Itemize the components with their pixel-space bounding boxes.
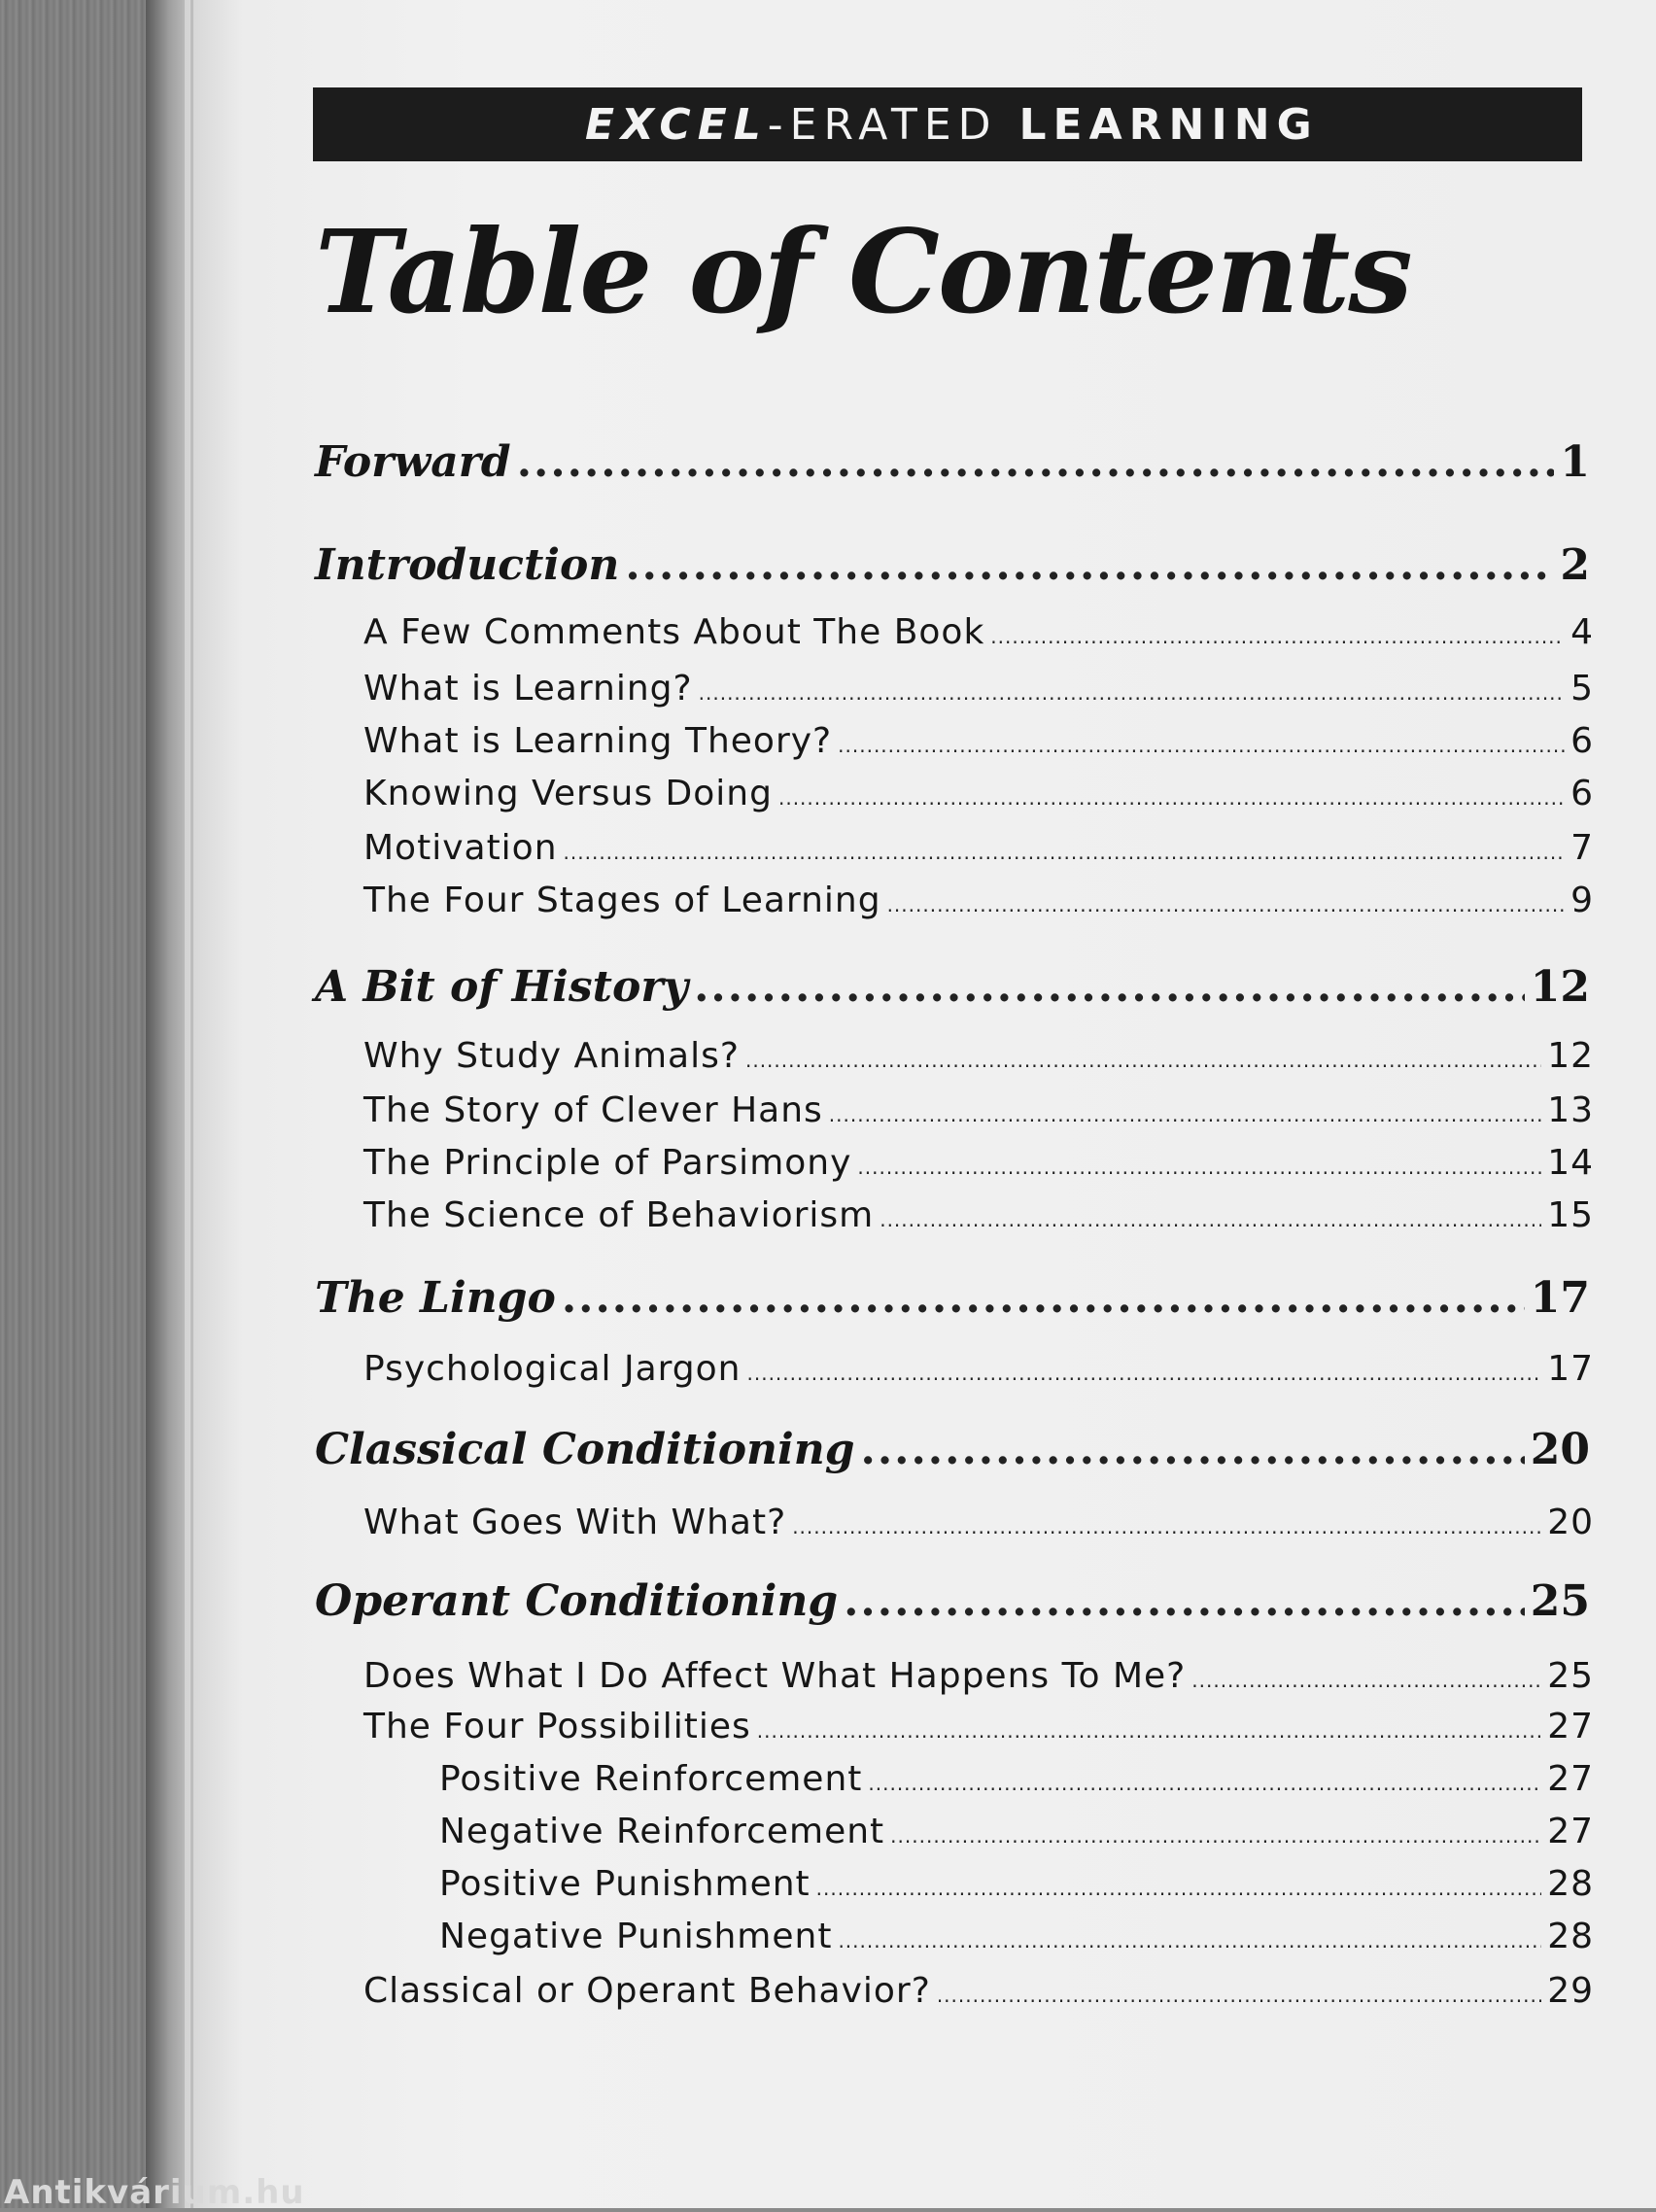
dot-leader <box>890 1824 1541 1848</box>
toc-subentry-label: The Principle of Parsimony <box>363 1143 852 1183</box>
dot-leader <box>778 786 1565 810</box>
toc-subentry <box>363 1036 1594 1076</box>
toc-subentry-page: 28 <box>1547 1917 1594 1956</box>
toc-subentry-label: Negative Punishment <box>439 1917 833 1956</box>
toc-subentry-page: 9 <box>1570 881 1594 920</box>
dot-leader <box>868 1772 1541 1795</box>
toc-subentry-page: 13 <box>1547 1090 1594 1130</box>
series-banner <box>313 87 1582 161</box>
toc-subentry-page: 4 <box>1570 612 1594 652</box>
dot-leader <box>564 841 1566 864</box>
banner-learning: LEARNING <box>1018 99 1319 150</box>
dot-leader <box>937 1984 1541 2007</box>
toc-subentry <box>363 669 1594 709</box>
toc-entry-label: Forward <box>315 437 511 487</box>
dot-leader <box>747 1362 1542 1385</box>
toc-subentry-label: The Science of Behaviorism <box>363 1195 875 1235</box>
dot-leader <box>792 1515 1541 1538</box>
toc-entry-page: 20 <box>1530 1425 1590 1474</box>
toc-subentry <box>363 1656 1594 1696</box>
toc-entry-lingo <box>315 1273 1590 1323</box>
toc-entry-label: Operant Conditioning <box>315 1576 839 1626</box>
toc-subentry-page: 27 <box>1547 1759 1594 1799</box>
toc-subsubentry <box>439 1812 1594 1851</box>
toc-subentry-page: 7 <box>1570 828 1594 868</box>
dot-leader <box>562 1273 1525 1323</box>
toc-subentry-label: The Four Stages of Learning <box>363 881 881 920</box>
toc-subentry <box>363 774 1594 813</box>
toc-entry-page: 1 <box>1560 437 1590 487</box>
toc-subentry-label: A Few Comments About The Book <box>363 612 985 652</box>
toc-subentry <box>363 881 1594 920</box>
toc-subentry <box>363 828 1594 868</box>
dot-leader <box>829 1103 1541 1126</box>
toc-subentry <box>363 1971 1594 2011</box>
page-title: Table of Contents <box>315 204 1411 339</box>
toc-subentry <box>363 1090 1594 1130</box>
toc-subentry-label: Why Study Animals? <box>363 1036 740 1076</box>
toc-entry-forward <box>315 437 1590 487</box>
toc-subentry-label: What is Learning? <box>363 669 693 709</box>
toc-subentry <box>363 721 1594 761</box>
toc-subentry-page: 5 <box>1570 669 1594 709</box>
toc-subentry-page: 28 <box>1547 1864 1594 1904</box>
toc-entry-introduction <box>315 540 1590 590</box>
toc-subentry-label: Motivation <box>363 828 558 868</box>
banner-excel: EXCEL <box>585 99 768 150</box>
toc-subentry-page: 15 <box>1547 1195 1594 1235</box>
dot-leader <box>745 1049 1541 1072</box>
toc-subsubentry <box>439 1917 1594 1956</box>
toc-subentry-label: Positive Punishment <box>439 1864 811 1904</box>
dot-leader <box>990 625 1565 648</box>
dot-leader <box>880 1208 1541 1231</box>
dot-leader <box>625 540 1554 590</box>
toc-subentry-label: Positive Reinforcement <box>439 1759 863 1799</box>
toc-subentry <box>363 612 1594 652</box>
toc-subentry-label: Psychological Jargon <box>363 1349 742 1389</box>
dot-leader <box>757 1719 1541 1743</box>
toc-subentry-page: 6 <box>1570 774 1594 813</box>
toc-entry-label: Classical Conditioning <box>315 1425 855 1474</box>
toc-subentry <box>363 1195 1594 1235</box>
page-edge <box>190 0 193 2208</box>
toc-entry-operant <box>315 1576 1590 1626</box>
toc-subentry <box>363 1707 1594 1746</box>
dot-leader <box>694 962 1525 1012</box>
toc-subentry-label: Knowing Versus Doing <box>363 774 773 813</box>
toc-entry-page: 17 <box>1530 1273 1590 1323</box>
toc-subentry-page: 27 <box>1547 1812 1594 1851</box>
toc-subsubentry <box>439 1759 1594 1799</box>
toc-subentry-page: 27 <box>1547 1707 1594 1746</box>
toc-subentry-page: 17 <box>1547 1349 1594 1389</box>
toc-subentry-page: 6 <box>1570 721 1594 761</box>
toc-subentry-label: What is Learning Theory? <box>363 721 833 761</box>
toc-subentry-label: What Goes With What? <box>363 1503 787 1542</box>
toc-subentry <box>363 1143 1594 1183</box>
toc-entry-label: The Lingo <box>315 1273 556 1323</box>
dot-leader <box>887 893 1566 916</box>
toc-subentry <box>363 1349 1594 1389</box>
toc-entry-label: A Bit of History <box>315 962 689 1012</box>
toc-entry-classical <box>315 1425 1590 1474</box>
toc-subentry-page: 14 <box>1547 1143 1594 1183</box>
toc-subentry-page: 12 <box>1547 1036 1594 1076</box>
toc-subentry-label: Classical or Operant Behavior? <box>363 1971 931 2011</box>
toc-entry-page: 12 <box>1530 962 1590 1012</box>
toc-entry-history <box>315 962 1590 1012</box>
toc-subentry-label: The Story of Clever Hans <box>363 1090 823 1130</box>
dot-leader <box>838 734 1565 757</box>
toc-entry-page: 2 <box>1560 540 1590 590</box>
dot-leader <box>699 681 1565 705</box>
toc-subsubentry <box>439 1864 1594 1904</box>
toc-entry-label: Introduction <box>315 540 620 590</box>
dot-leader <box>838 1929 1541 1953</box>
dot-leader <box>517 437 1555 487</box>
toc-subentry-label: Negative Reinforcement <box>439 1812 885 1851</box>
dot-leader <box>1191 1669 1541 1692</box>
toc-subentry <box>363 1503 1594 1542</box>
watermark-text: Antikvárium.hu <box>4 2173 305 2212</box>
toc-subentry-label: Does What I Do Affect What Happens To Me? <box>363 1656 1187 1696</box>
toc-entry-page: 25 <box>1530 1576 1590 1626</box>
toc-subentry-label: The Four Possibilities <box>363 1707 751 1746</box>
dot-leader <box>816 1877 1542 1900</box>
toc-subentry-page: 29 <box>1547 1971 1594 2011</box>
dot-leader <box>861 1425 1525 1474</box>
toc-subentry-page: 20 <box>1547 1503 1594 1542</box>
dot-leader <box>844 1576 1525 1626</box>
dot-leader <box>857 1156 1541 1179</box>
banner-erated: -ERATED <box>767 99 998 150</box>
toc-subentry-page: 25 <box>1547 1656 1594 1696</box>
